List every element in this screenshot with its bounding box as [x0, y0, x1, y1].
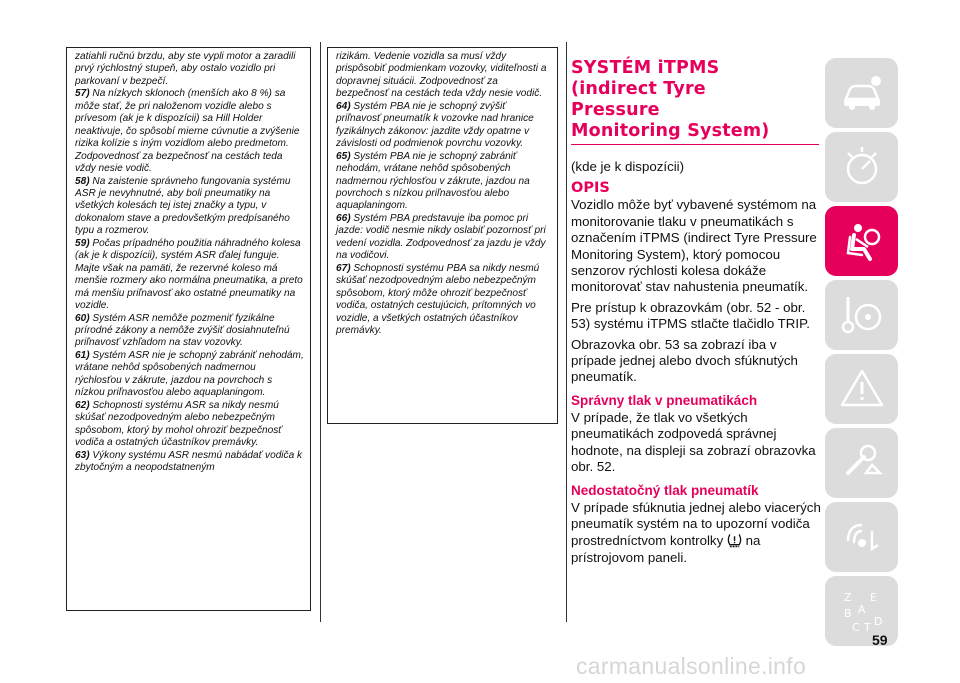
page-number: 59 [872, 632, 888, 648]
footnote-66: 66) Systém PBA predstavuje iba pomoc pri jazde: vodič nesmie nikdy oslabiť pozornosť pri vedení vozidla. Zodpovednosť za jazdu je vždy na vodičovi. [336, 212, 546, 262]
footnote-60: 60) Systém ASR nemôže pozmeniť fyzikálne prírodné zákony a nemôže zvýšiť dosiahnuteľnú priľnavosť vzhľadom na stav vozovky. [75, 312, 290, 349]
body-paragraph: V prípade, že tlak vo všetkých pneumatikách zodpovedá správnej hodnote, na displeji sa zobrazí obrazovka obr. 52. [571, 409, 816, 475]
availability-note: (kde je k dispozícii) [571, 159, 685, 174]
footnote-63: 63) Výkony systému ASR nesmú nabádať vodiča k zbytočným a neopodstatneným [75, 449, 303, 473]
footnote-number: 61) [75, 349, 90, 361]
tab-multimedia[interactable] [825, 502, 898, 572]
body-paragraph: V prípade sfúknutia jednej alebo viacerých pneumatík systém na to upozorní vodiča prostredníctvom kontrolky na prístrojovom paneli. [571, 499, 821, 565]
footnote-number: 63) [75, 449, 90, 461]
media-navigation-icon [838, 513, 886, 561]
alphabet-index-icon [838, 587, 886, 635]
tab-car-info[interactable] [825, 58, 898, 128]
footnote-65: 65) Systém PBA nie je schopný zabrániť nehodám, vrátane nehôd spôsobených nadmernou rýchlosťou v zákrute, jazdou na povrchoch s nízkou priľnavosťou alebo aquaplaningom. [336, 150, 530, 212]
footnote-61: 61) Systém ASR nie je schopný zabrániť nehodám, vrátane nehôd spôsobených nadmernou rýchlosťou v zákrute, jazdou na povrchoch s nízkou priľnavosťou alebo aquaplaningom. [75, 349, 304, 399]
footnote-number: 62) [75, 399, 90, 411]
footnote-paragraph: rizikám. Vedenie vozidla sa musí vždy prispôsobiť podmienkam vozovky, viditeľnosti a dopravnej situácii. Zodpovednosť za bezpečnosť na cestách teda vždy nesie vodič. [336, 51, 547, 100]
svg-text:A: A [857, 603, 866, 616]
footnotes-column-middle [327, 47, 558, 424]
svg-text:E: E [869, 591, 877, 604]
footnote-62: 62) Schopnosti systému ASR sa nikdy nesmú skúšať nezodpovedným alebo nebezpečným spôsobom, ktorý by mohol ohroziť bezpečnosť vodiča a ostatných účastníkov premávky. [75, 399, 282, 449]
footnotes-column-left [66, 47, 311, 611]
watermark: carmanualsonline.info [576, 653, 807, 679]
tab-maintenance[interactable] [825, 428, 898, 498]
tab-safety[interactable] [825, 206, 898, 276]
footnote-number: 57) [75, 88, 90, 100]
section-title: SYSTÉM iTPMS (indirect Tyre Pressure Monitoring System) [571, 58, 770, 141]
car-info-icon [838, 69, 886, 117]
svg-text:Z: Z [843, 591, 852, 604]
footnote-number: 67) [336, 262, 351, 274]
footnote-number: 59) [75, 237, 90, 249]
column-divider [566, 42, 567, 622]
body-paragraph: Pre prístup k obrazovkám (obr. 52 - obr. 53) systému iTPMS stlačte tlačidlo TRIP. [571, 299, 810, 332]
tab-starting-driving[interactable] [825, 280, 898, 350]
footnote-67: 67) Schopnosti systému PBA sa nikdy nesmú skúšať nezodpovedným alebo nebezpečným spôsobom, ktorý môže ohroziť bezpečnosť vodiča, ostatných cestujúcich, prítomných vo vozidle, a všetkých ostatných účastníkov premávky. [336, 262, 540, 336]
footnote-number: 58) [75, 175, 90, 187]
body-paragraph: Vozidlo môže byť vybavené systémom na monitorovanie tlaku v pneumatikách s označením iTPMS (indirect Tyre Pressure Monitoring System), ktorý pomocou senzorov rýchlosti kolesa dokáže monitorovať stav nahustenia pneumatík. [571, 197, 817, 295]
footnote-number: 64) [336, 100, 351, 112]
tyre-pressure-warning-icon [727, 532, 742, 548]
footnote-number: 60) [75, 312, 90, 324]
title-underline [571, 144, 819, 145]
main-article [571, 58, 821, 570]
svg-text:T: T [863, 621, 871, 634]
subheading-low-pressure: Nedostatočný tlak pneumatík [571, 482, 759, 498]
footnote-paragraph: zatiahli ručnú brzdu, aby ste vypli motor a zaradili prvý rýchlostný stupeň, aby ostalo vozidlo pri parkovaní v bezpečí. [75, 51, 296, 87]
body-paragraph: Obrazovka obr. 53 sa zobrazí iba v prípade jednej alebo dvoch sfúknutých pneumatík. [571, 336, 798, 385]
dashboard-lights-icon [838, 143, 886, 191]
tab-warnings[interactable] [825, 354, 898, 424]
section-heading-opis: OPIS [571, 180, 610, 197]
tab-dashboard[interactable] [825, 132, 898, 202]
footnote-59: 59) Počas prípadného použitia náhradného kolesa (ak je k dispozícii), systém ASR ďalej funguje. Majte však na pamäti, že rezervné koleso má menšie rozmery ako normálna pneumatika, a preto má menšiu priľnavosť ako ostatné pneumatiky na vozidle. [75, 237, 303, 312]
svg-text:C: C [851, 621, 860, 634]
svg-text:D: D [873, 615, 882, 628]
subheading-correct-pressure: Správny tlak v pneumatikách [571, 392, 758, 408]
footnote-57: 57) Na nízkych sklonoch (menších ako 8 %) sa môže stať, že pri naloženom vozidle alebo s prívesom (ak je k dispozícii) sa Hill Holder neaktivuje, čo spôsobí mierne cúvnutie a zvýšenie rizika kolízie s iným vozidlom alebo predmetom. Zodpovednosť za bezpečnosť na cestách teda vždy nesie vodič. [75, 88, 300, 175]
warning-triangle-icon [838, 365, 886, 413]
key-steering-icon [838, 291, 886, 339]
wrench-car-icon [838, 439, 886, 487]
seat-airbag-icon [838, 217, 886, 265]
column-divider [320, 42, 321, 622]
footnote-number: 65) [336, 150, 351, 162]
footnote-64: 64) Systém PBA nie je schopný zvýšiť priľnavosť pneumatík k vozovke nad hranice fyzikálnych zákonov: jazdite vždy opatrne v závislosti od podmienok povrchu vozovky. [336, 100, 534, 150]
svg-text:B: B [843, 607, 852, 620]
footnote-number: 66) [336, 212, 351, 224]
chapter-tabs [825, 58, 898, 650]
footnote-58: 58) Na zaistenie správneho fungovania systému ASR je nevyhnutné, aby boli pneumatiky na všetkých kolesách tej istej značky a typu, v dokonalom stave a predovšetkým predpísaného typu a rozmerov. [75, 175, 291, 237]
